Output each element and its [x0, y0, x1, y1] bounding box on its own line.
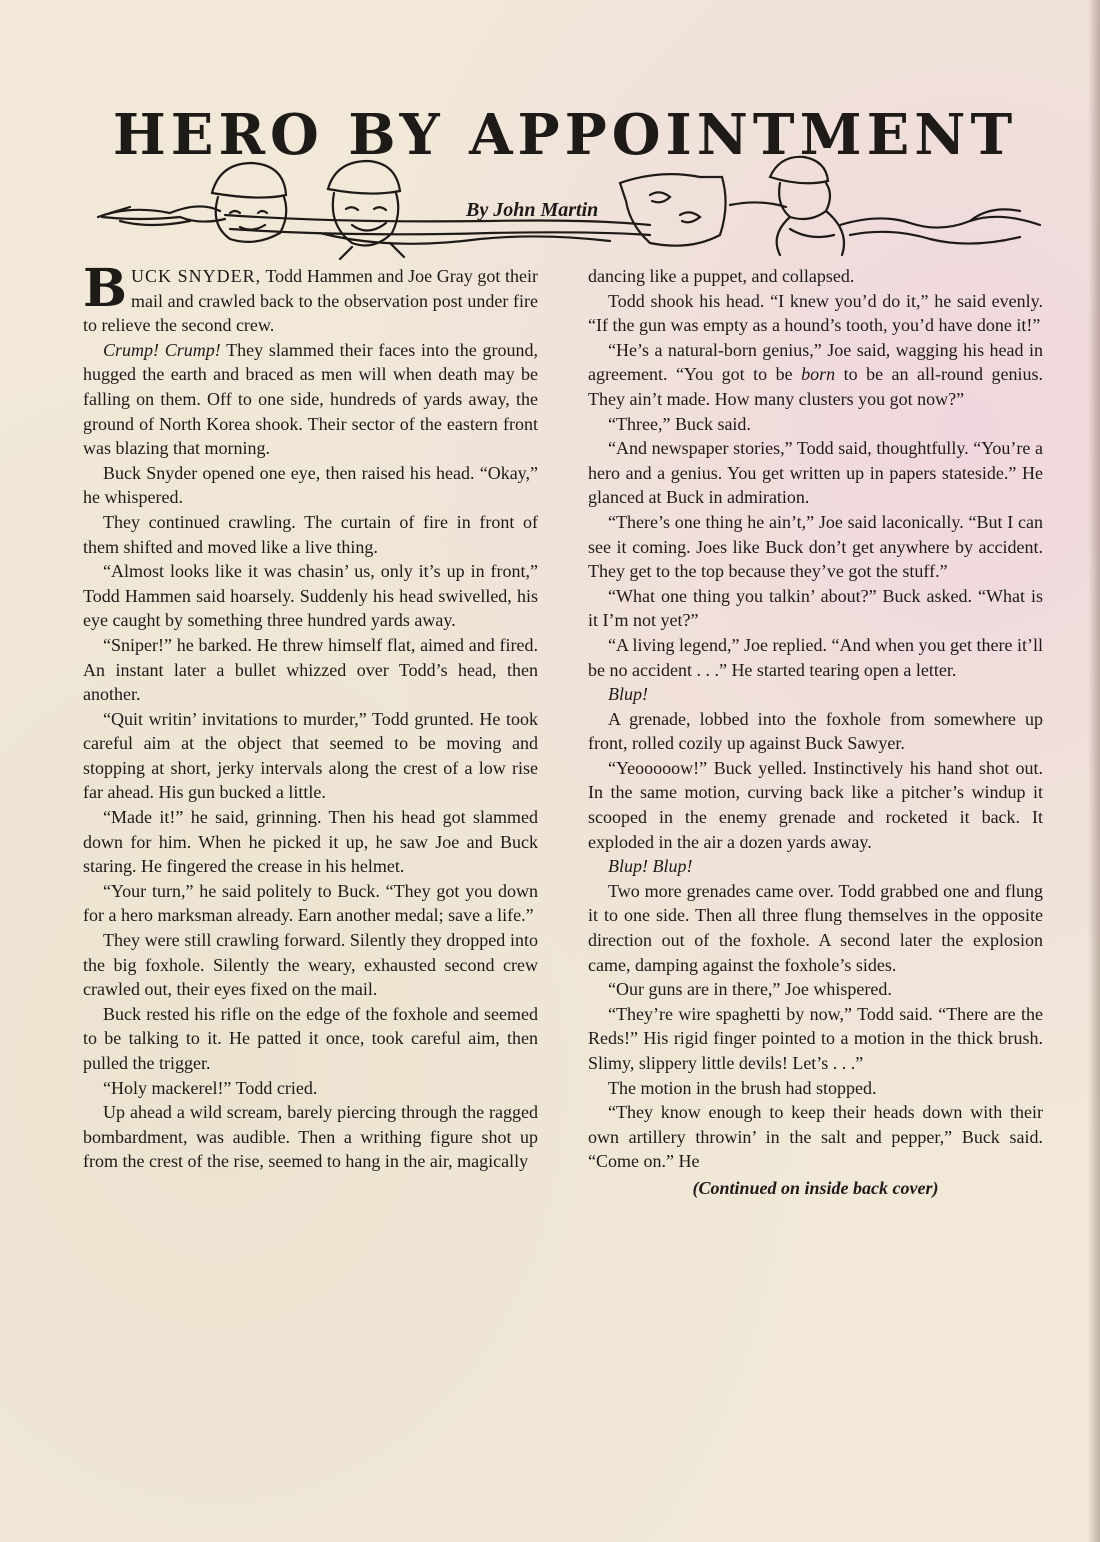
paragraph: dancing like a puppet, and collapsed.: [588, 266, 855, 286]
paragraph-text: “He’s a natural-born genius,” Joe said, wagging his head in agreement. “You got to be: [588, 339, 1043, 385]
paragraph: [83, 338, 538, 461]
paragraph: “Quit writin’ invitations to murder,” Todd grunted. He took careful aim at the object that seemed to be moving and stopping at short, jerky intervals along the crest of a low rise far ahead. His gun bucked a little.: [83, 708, 538, 803]
sound-effect: Blup! Blup!: [608, 856, 693, 877]
streamer-left: [98, 206, 225, 225]
paragraph: Buck Snyder opened one eye, then raised his head. “Okay,” he whispered.: [83, 462, 538, 508]
opening-text: Todd Hammen and Joe Gray got their mail and crawled back to the observation post under fire to relieve the second crew.: [83, 266, 538, 336]
paragraph: “What one thing you talkin’ about?” Buck asked. “What is it I’m not yet?”: [588, 585, 1043, 631]
paragraph: They were still crawling forward. Silently they dropped into the big foxhole. Silently the weary, exhausted second crew crawled out, their eyes fixed on the mail.: [83, 930, 538, 1000]
paragraph-text: They slammed their faces into the ground, hugged the earth and braced as men will when death may be falling on them. Off to one side, hundreds of yards away, the ground of North Korea shook. Their sector of the eastern front was blazing that morning.: [83, 339, 538, 459]
paragraph: Up ahead a wild scream, barely piercing through the ragged bombardment, was audible. Then a writhing figure shot up from the crest of the rise, seemed to hang in the air, magically: [83, 1102, 538, 1172]
face-middle: [333, 193, 404, 259]
streamer-right: [840, 209, 1040, 243]
column-right: [588, 264, 1043, 1201]
sound-effect: Blup!: [608, 684, 648, 705]
paragraph: Two more grenades came over. Todd grabbed one and flung it to one side. Then all three flung themselves in the opposite direction out of the foxhole. A second later the explosion came, damping against the foxhole’s sides.: [588, 880, 1043, 975]
helmet-left: [212, 163, 286, 198]
map-marks: [650, 192, 700, 222]
drop-cap: B: [83, 258, 127, 319]
article-title: HERO BY APPOINTMENT: [112, 102, 1018, 168]
paragraph: “Three,” Buck said.: [608, 413, 751, 434]
paragraph: “Made it!” he said, grinning. Then his head got slammed down for him. When he picked it up, he saw Joe and Buck staring. He fingered the crease in his helmet.: [83, 807, 538, 877]
helmet-middle: [328, 161, 400, 194]
soldier-right-body: [730, 183, 844, 255]
sound-effect: Crump! Crump!: [103, 339, 221, 360]
paragraph: “Your turn,” he said politely to Buck. “They got you down for a hero marksman already. Earn another medal; save a life.”: [83, 880, 538, 926]
byline: By John Martin: [466, 199, 599, 221]
continued-note: (Continued on inside back cover): [692, 1177, 939, 1198]
opening-caps: UCK SNYDER,: [130, 266, 262, 286]
paragraph: Todd shook his head. “I knew you’d do it,” he said evenly. “If the gun was empty as a hound’s tooth, you’d have done it!”: [588, 290, 1043, 336]
paragraph: “And newspaper stories,” Todd said, thoughtfully. “You’re a hero and a genius. You get written up in papers stateside.” He glanced at Buck in admiration.: [588, 438, 1043, 508]
paragraph: “Sniper!” he barked. He threw himself flat, aimed and fired. An instant later a bullet whizzed over Todd’s head, then another.: [83, 634, 538, 705]
paragraph: Buck rested his rifle on the edge of the foxhole and seemed to be talking to it. He patted it once, took careful aim, then pulled the trigger.: [83, 1003, 538, 1073]
emphasis: born: [801, 364, 836, 385]
paragraph: “A living legend,” Joe replied. “And when you get there it’ll be no accident . . .” He started tearing open a letter.: [588, 634, 1043, 680]
page-edge: [1088, 0, 1100, 1542]
paragraph: “Yeooooow!” Buck yelled. Instinctively his hand shot out. In the same motion, curving back like a pitcher’s windup it scooped in the enemy grenade and rocketed it back. It exploded in the air a dozen yards away.: [588, 757, 1043, 852]
paragraph: They continued crawling. The curtain of fire in front of them shifted and moved like a live thing.: [83, 511, 538, 557]
paragraph: The motion in the brush had stopped.: [608, 1077, 877, 1098]
paragraph: [588, 338, 1043, 412]
paragraph: “Holy mackerel!” Todd cried.: [103, 1077, 318, 1098]
paragraph: “Our guns are in there,” Joe whispered.: [608, 979, 892, 1000]
face-left: [216, 197, 287, 242]
paragraph: “They’re wire spaghetti by now,” Todd said. “There are the Reds!” His rigid finger pointed to a motion in the thick brush. Slimy, slippery little devils! Let’s . . .”: [588, 1003, 1043, 1073]
opening-paragraph: [83, 258, 538, 338]
column-left: [83, 258, 538, 1174]
paragraph: A grenade, lobbed into the foxhole from somewhere up front, rolled cozily up against Buck Sawyer.: [588, 708, 1043, 754]
paragraph: “Almost looks like it was chasin’ us, only it’s up in front,” Todd Hammen said hoarsely. Suddenly his head swivelled, his eye caught by something three hundred yards away.: [83, 561, 538, 631]
paragraph-text: to be an all-round genius. They ain’t made. How many clusters you got now?”: [588, 364, 1043, 409]
paragraph: “There’s one thing he ain’t,” Joe said laconically. “But I can see it coming. Joes like Buck don’t get anywhere by accident. They get to the top because they’ve got the stuff.”: [588, 511, 1043, 582]
paragraph: “They know enough to keep their heads down with their own artillery throwin’ in the salt and pepper,” Buck said. “Come on.” He: [588, 1102, 1043, 1172]
helmet-right: [770, 157, 828, 183]
